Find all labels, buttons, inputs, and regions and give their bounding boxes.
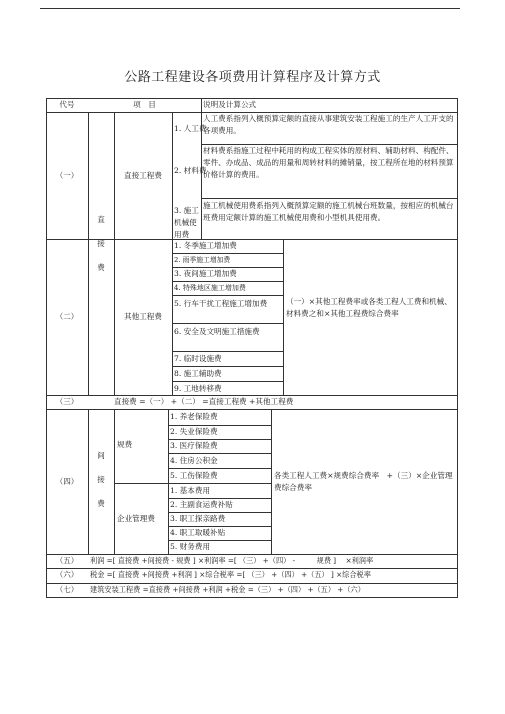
fee-unemployment: 2. 失业保险费 [170, 427, 218, 436]
item-temporary: 7. 临时设施费 [174, 354, 222, 363]
rule [172, 381, 283, 382]
rule [457, 98, 458, 598]
rule [114, 483, 271, 484]
item-relocation: 9. 工地转移费 [174, 384, 222, 393]
page-title: 公路工程建设各项费用计算程序及计算方式 [124, 70, 381, 85]
rule [271, 409, 272, 555]
rule [283, 239, 284, 396]
rule [172, 112, 173, 396]
rule [168, 468, 271, 469]
section-4-code: （四） [55, 477, 79, 486]
item-labor: 1. 人工费 [174, 124, 207, 133]
mgmt-basic: 1. 基本费用 [170, 486, 211, 495]
mgmt-finance: 5. 财务费用 [170, 542, 211, 551]
item-material: 2. 材料费 [174, 166, 207, 175]
section-6-formula: 税金 =[ 直接费 +间接费 +利润 ] ×综合税率 =[ （三） +（四） +（五） ] ×综合税率 [90, 570, 371, 579]
group-label-indirect: 间 接 费 [97, 451, 105, 508]
item-winter: 1. 冬季施工增加费 [174, 241, 237, 250]
section-5-formula: 利润 =[ 直接费 +间接费 - 规费 ] ×利润率 =[ （三） +（四） - 规费 ] ×利润率 [90, 556, 374, 565]
header-desc: 说明及计算公式 [203, 100, 257, 109]
fee-pension: 1. 养老保险费 [170, 412, 218, 421]
rule [114, 409, 115, 555]
section-2-code: （二） [55, 312, 79, 321]
rule [46, 597, 458, 598]
section-1-name: 直接工程费 [124, 171, 162, 180]
header-item: 项 目 [133, 100, 156, 109]
fee-housing: 4. 住房公积金 [170, 456, 218, 465]
section-2-name: 其他工程费 [124, 312, 162, 321]
section-7-formula: 建筑安装工程费 =直接费 +间接费 +利润 +税金 =（三） +（四） +（五） +（六） [90, 585, 365, 594]
rule [114, 112, 115, 396]
item-special-area: 4. 特殊地区施工增加费 [174, 284, 246, 292]
rule [172, 323, 283, 324]
fee-injury: 5. 工伤保险费 [170, 471, 218, 480]
section-7-code: （七） [55, 585, 79, 594]
section-1-code: （一） [55, 171, 79, 180]
desc-indirect: 各类工程人工费×规费综合费率 +（三）×企业管理费综合费率 [274, 471, 453, 493]
rule [201, 198, 458, 199]
item-safety: 6. 安全及文明施工措施费 [174, 327, 260, 336]
item-auxiliary: 8. 施工辅助费 [174, 369, 222, 378]
group-label-direct: 直 接 费 [97, 215, 105, 272]
item-machinery: 3. 施工机械使用费 [174, 206, 199, 240]
rule [172, 351, 283, 352]
rule [172, 366, 283, 367]
desc-machinery: 施工机械使用费系指列入概预算定额的施工机械台班数量，按相应的机械台班费用定额计算的施工机械使用费和小型机具使用费。 [203, 201, 454, 223]
fees-name: 规费 [117, 440, 133, 449]
desc-labor: 人工费系指列入概预算定额的直接从事建筑安装工程施工的生产人工开支的各项费用。 [203, 114, 454, 136]
item-night: 3. 夜间施工增加费 [174, 269, 237, 278]
item-rainy: 2. 雨季施工增加费 [174, 256, 231, 264]
section-6-code: （六） [55, 570, 79, 579]
cost-table [46, 98, 458, 598]
desc-other-cost: （一）×其他工程费率或各类工程人工费和机械、材料费之和×其他工程费综合费率 [286, 297, 452, 319]
rule [168, 409, 169, 555]
desc-material: 材料费系指施工过程中耗用的构成工程实体的原材料、辅助材料、构配件、零件、办成品、成品的用量和周转材料的摊销量，按工程所在地的材料预算价格计算的费用。 [203, 146, 454, 180]
section-3-formula: 直接费 =（一） +（二） =直接工程费 +其他工程费 [114, 397, 294, 406]
section-3-code: （三） [55, 397, 79, 406]
management-name: 企业管理费 [117, 514, 155, 523]
mgmt-food-transport: 2. 主副食运费补贴 [170, 500, 233, 509]
mgmt-family-visit: 3. 职工探亲路费 [170, 514, 226, 523]
section-5-code: （五） [55, 556, 79, 565]
rule [172, 295, 283, 296]
header-code: 代号 [59, 100, 75, 109]
fee-medical: 3. 医疗保险费 [170, 441, 218, 450]
item-traffic: 5. 行车干扰工程施工增加费 [174, 299, 268, 308]
rule [168, 453, 271, 454]
rule [46, 409, 458, 410]
mgmt-heating: 4. 职工取暖补贴 [170, 528, 226, 537]
header-rule [40, 8, 460, 9]
